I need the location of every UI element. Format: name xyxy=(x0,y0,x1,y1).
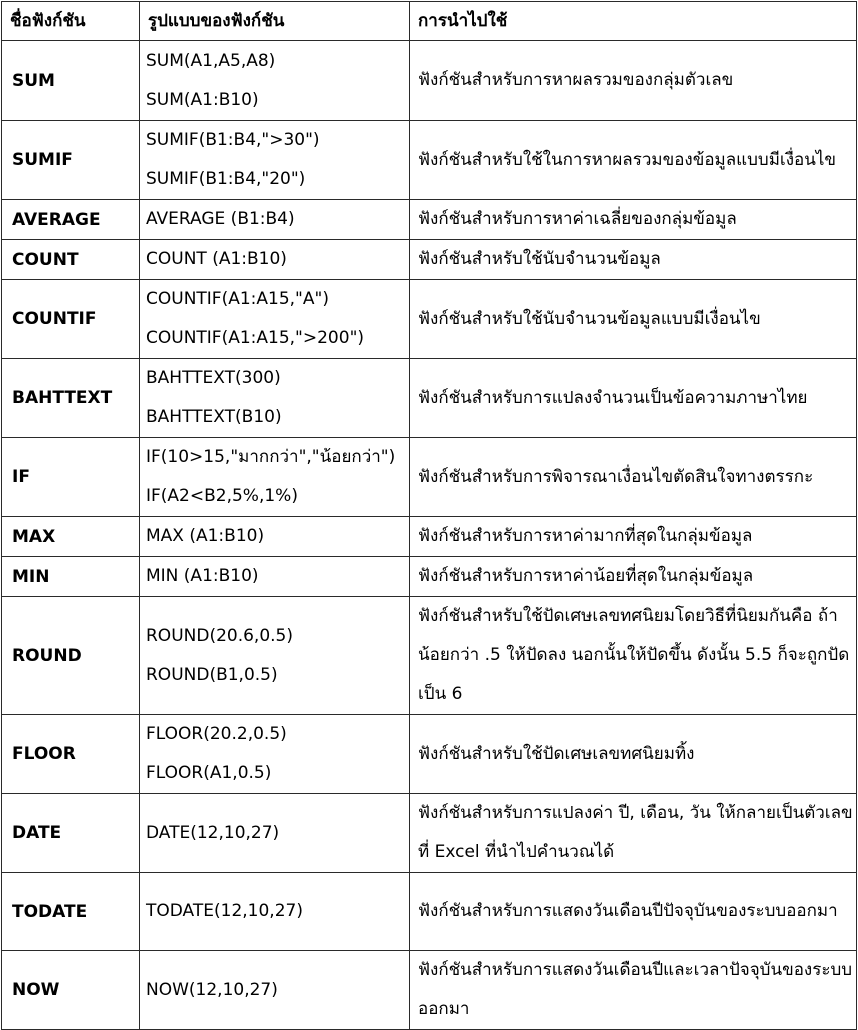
table-row xyxy=(2,240,857,280)
function-format-cell xyxy=(140,359,410,438)
table-row xyxy=(2,715,857,794)
function-name-cell: FLOOR xyxy=(2,715,140,794)
table-body xyxy=(2,41,857,1030)
function-usage-cell xyxy=(410,438,857,517)
function-format-cell xyxy=(140,517,410,557)
table-header-row xyxy=(2,2,857,41)
table-row xyxy=(2,438,857,517)
function-name-cell: DATE xyxy=(2,794,140,873)
function-format-example: IF(10>15,"มากกว่า","น้อยกว่า") xyxy=(146,447,396,467)
function-usage-cell xyxy=(410,597,857,715)
function-usage-cell xyxy=(410,794,857,873)
function-format-example: COUNTIF(A1:A15,">200") xyxy=(146,328,365,348)
function-usage-text: ฟังก์ชันสำหรับการแปลงค่า ปี, เดือน, วัน ให้กลายเป็นตัวเลขที่ Excel ที่นำไปคำนวณได้ xyxy=(418,803,853,862)
function-usage-cell xyxy=(410,951,857,1030)
table-row xyxy=(2,951,857,1030)
table-row xyxy=(2,121,857,200)
function-usage-text: ฟังก์ชันสำหรับการหาค่ามากที่สุดในกลุ่มข้อมูล xyxy=(418,526,753,546)
function-name-cell: MIN xyxy=(2,557,140,597)
function-format-example: AVERAGE (B1:B4) xyxy=(146,209,295,229)
function-usage-cell xyxy=(410,557,857,597)
table-row xyxy=(2,873,857,951)
function-format-example: MAX (A1:B10) xyxy=(146,526,265,546)
function-format-example: ROUND(20.6,0.5) xyxy=(146,625,293,646)
function-format-example: FLOOR(20.2,0.5) xyxy=(146,724,287,744)
function-format-cell xyxy=(140,280,410,359)
function-usage-cell xyxy=(410,359,857,438)
function-table xyxy=(1,1,857,1030)
function-format-example: SUM(A1:B10) xyxy=(146,89,259,110)
header-usage: การนำไปใช้ xyxy=(410,2,857,41)
function-format-cell xyxy=(140,597,410,715)
function-usage-text: ฟังก์ชันสำหรับการหาค่าเฉลี่ยของกลุ่มข้อมูล xyxy=(418,209,737,229)
table-row xyxy=(2,200,857,240)
function-usage-cell xyxy=(410,280,857,359)
function-name-cell: NOW xyxy=(2,951,140,1030)
function-format-example: DATE(12,10,27) xyxy=(146,822,280,843)
function-name-cell: MAX xyxy=(2,517,140,557)
function-format-cell xyxy=(140,794,410,873)
function-usage-text: ฟังก์ชันสำหรับการแสดงวันเดือนปีปัจจุบันของระบบออกมา xyxy=(418,901,838,921)
header-function-name: ชื่อฟังก์ชัน xyxy=(2,2,140,41)
function-format-example: NOW(12,10,27) xyxy=(146,979,278,1000)
function-usage-text: ฟังก์ชันสำหรับใช้นับจำนวนข้อมูล xyxy=(418,249,661,269)
function-format-example: SUMIF(B1:B4,"20") xyxy=(146,169,306,189)
function-usage-cell xyxy=(410,517,857,557)
table-row xyxy=(2,517,857,557)
function-format-example: COUNTIF(A1:A15,"A") xyxy=(146,289,329,309)
function-format-cell xyxy=(140,557,410,597)
function-format-cell xyxy=(140,121,410,200)
function-usage-cell xyxy=(410,121,857,200)
function-format-cell xyxy=(140,200,410,240)
function-name-cell: COUNT xyxy=(2,240,140,280)
function-usage-text: ฟังก์ชันสำหรับการพิจารณาเงื่อนไขตัดสินใจทางตรรกะ xyxy=(418,466,814,487)
function-usage-text: ฟังก์ชันสำหรับการหาผลรวมของกลุ่มตัวเลข xyxy=(418,70,734,90)
function-format-example: FLOOR(A1,0.5) xyxy=(146,763,272,783)
table-row xyxy=(2,557,857,597)
function-name-cell: IF xyxy=(2,438,140,517)
function-name-cell: AVERAGE xyxy=(2,200,140,240)
function-usage-text: ฟังก์ชันสำหรับใช้ในการหาผลรวมของข้อมูลแบบมีเงื่อนไข xyxy=(418,149,837,170)
function-format-example: MIN (A1:B10) xyxy=(146,566,259,586)
table-row xyxy=(2,280,857,359)
function-format-example: SUMIF(B1:B4,">30") xyxy=(146,130,320,150)
function-name-cell: ROUND xyxy=(2,597,140,715)
function-usage-text: ฟังก์ชันสำหรับใช้นับจำนวนข้อมูลแบบมีเงื่อนไข xyxy=(418,308,761,329)
function-usage-cell xyxy=(410,715,857,794)
function-format-cell xyxy=(140,873,410,951)
function-usage-cell xyxy=(410,873,857,951)
function-name-cell: SUMIF xyxy=(2,121,140,200)
function-name-cell: BAHTTEXT xyxy=(2,359,140,438)
function-name-cell: TODATE xyxy=(2,873,140,951)
function-format-example: SUM(A1,A5,A8) xyxy=(146,50,276,71)
function-format-example: BAHTTEXT(300) xyxy=(146,368,281,388)
function-format-example: BAHTTEXT(B10) xyxy=(146,407,282,427)
table-row xyxy=(2,41,857,121)
function-format-cell xyxy=(140,41,410,121)
function-name-cell: SUM xyxy=(2,41,140,121)
function-format-cell xyxy=(140,715,410,794)
function-usage-cell xyxy=(410,240,857,280)
function-format-example: TODATE(12,10,27) xyxy=(146,901,303,921)
table-row xyxy=(2,794,857,873)
function-format-cell xyxy=(140,240,410,280)
function-name-cell: COUNTIF xyxy=(2,280,140,359)
function-usage-text: ฟังก์ชันสำหรับใช้ปัดเศษเลขทศนิยมทิ้ง xyxy=(418,743,695,764)
function-usage-cell xyxy=(410,41,857,121)
function-usage-text: ฟังก์ชันสำหรับการแปลงจำนวนเป็นข้อความภาษาไทย xyxy=(418,387,808,408)
function-format-cell xyxy=(140,438,410,517)
function-usage-cell xyxy=(410,200,857,240)
table-row xyxy=(2,359,857,438)
function-format-cell xyxy=(140,951,410,1030)
header-function-format: รูปแบบของฟังก์ชัน xyxy=(140,2,410,41)
function-usage-text: ฟังก์ชันสำหรับการหาค่าน้อยที่สุดในกลุ่มข้อมูล xyxy=(418,566,754,586)
function-format-example: COUNT (A1:B10) xyxy=(146,249,287,269)
function-usage-text: ฟังก์ชันสำหรับการแสดงวันเดือนปีและเวลาปัจจุบันของระบบออกมา xyxy=(418,960,853,1019)
function-format-example: IF(A2<B2,5%,1%) xyxy=(146,486,298,506)
function-format-example: ROUND(B1,0.5) xyxy=(146,664,278,685)
table-row xyxy=(2,597,857,715)
function-usage-text: ฟังก์ชันสำหรับใช้ปัดเศษเลขทศนิยมโดยวิธีที่นิยมกันคือ ถ้าน้อยกว่า .5 ให้ปัดลง นอกนั้นให้ปัดขึ้น ดังนั้น 5.5 ก็จะถูกปัดเป็น 6 xyxy=(418,606,850,704)
